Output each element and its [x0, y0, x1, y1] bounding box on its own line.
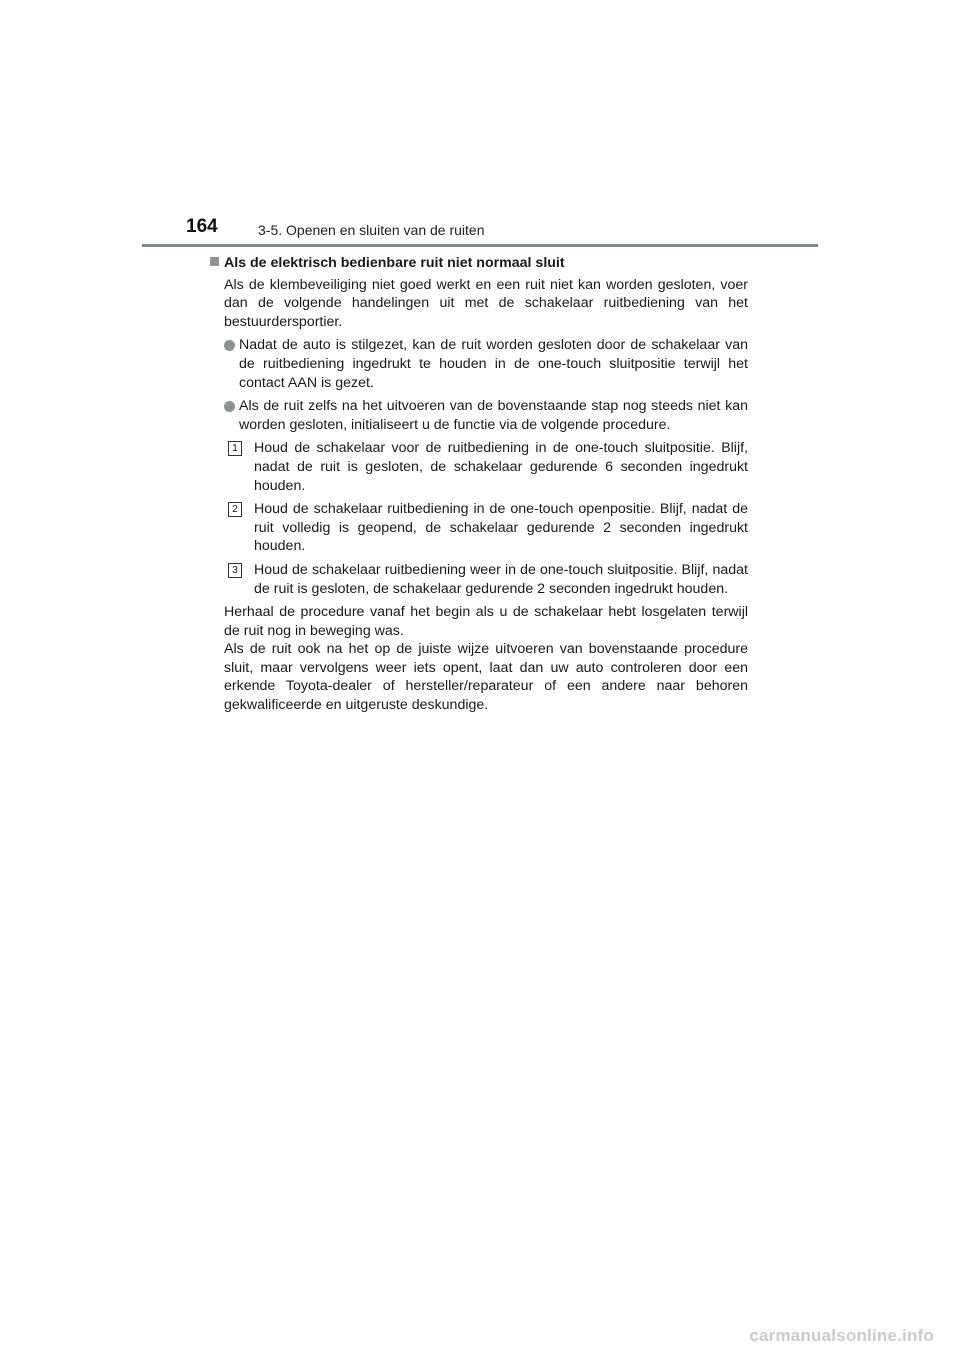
page-number: 164 — [186, 216, 218, 237]
closing-paragraph: Herhaal de procedure vanaf het begin als u de schakelaar hebt losgelaten terwijl de ruit nog in beweging was. — [224, 604, 748, 639]
section-content — [210, 254, 748, 715]
header-divider — [142, 244, 818, 247]
square-bullet-icon — [210, 257, 219, 266]
step-text: Houd de schakelaar voor de ruitbediening in de one-touch sluitpositie. Blijf, nadat de ruit is gesloten, de schakelaar gedurende 6 seconden ingedrukt houden. — [254, 440, 748, 494]
bullet-text: Als de ruit zelfs na het uitvoeren van de bovenstaande stap nog steeds niet kan worden gesloten, initialiseert u de functie via de volgende procedure. — [239, 398, 748, 433]
intro-paragraph: Als de klembeveiliging niet goed werkt en een ruit niet kan worden gesloten, voer dan de volgende handelingen uit met de schakelaar ruitbediening van het bestuurdersportier. — [224, 276, 748, 330]
bullet-item — [224, 336, 748, 392]
step-text: Houd de schakelaar ruitbediening in de one-touch openpositie. Blijf, nadat de ruit volledig is geopend, de schakelaar gedurende 2 seconden ingedrukt houden. — [254, 501, 748, 555]
procedure-step — [232, 439, 748, 495]
closing-paragraph-2: Als de ruit ook na het op de juiste wijze uitvoeren van bovenstaande procedure sluit, maar vervolgens weer iets opent, laat dan uw auto controleren door een erkende Toyota-dealer of hersteller/reparateur of een andere naar behoren gekwalificeerde en uitgeruste deskundige. — [224, 641, 748, 714]
bullet-item — [224, 397, 748, 434]
round-bullet-icon — [224, 401, 235, 412]
section-heading — [210, 254, 748, 273]
step-number-badge: 2 — [228, 502, 242, 517]
chapter-title: 3-5. Openen en sluiten van de ruiten — [258, 222, 485, 238]
section-heading-text: Als de elektrisch bedienbare ruit niet normaal sluit — [224, 255, 565, 271]
procedure-step — [232, 561, 748, 598]
step-number-badge: 1 — [228, 441, 242, 456]
watermark: carmanualsonline.info — [749, 1326, 934, 1345]
step-text: Houd de schakelaar ruitbediening weer in de one-touch sluitpositie. Blijf, nadat de ruit is gesloten, de schakelaar gedurende 2 seconden ingedrukt houden. — [254, 561, 748, 597]
bullet-text: Nadat de auto is stilgezet, kan de ruit worden gesloten door de schakelaar van de ruitbediening ingedrukt te houden in de one-touch sluitpositie terwijl het contact AAN is gezet. — [239, 337, 748, 391]
round-bullet-icon — [224, 340, 235, 351]
step-number-badge: 3 — [228, 563, 242, 578]
procedure-step — [232, 500, 748, 556]
